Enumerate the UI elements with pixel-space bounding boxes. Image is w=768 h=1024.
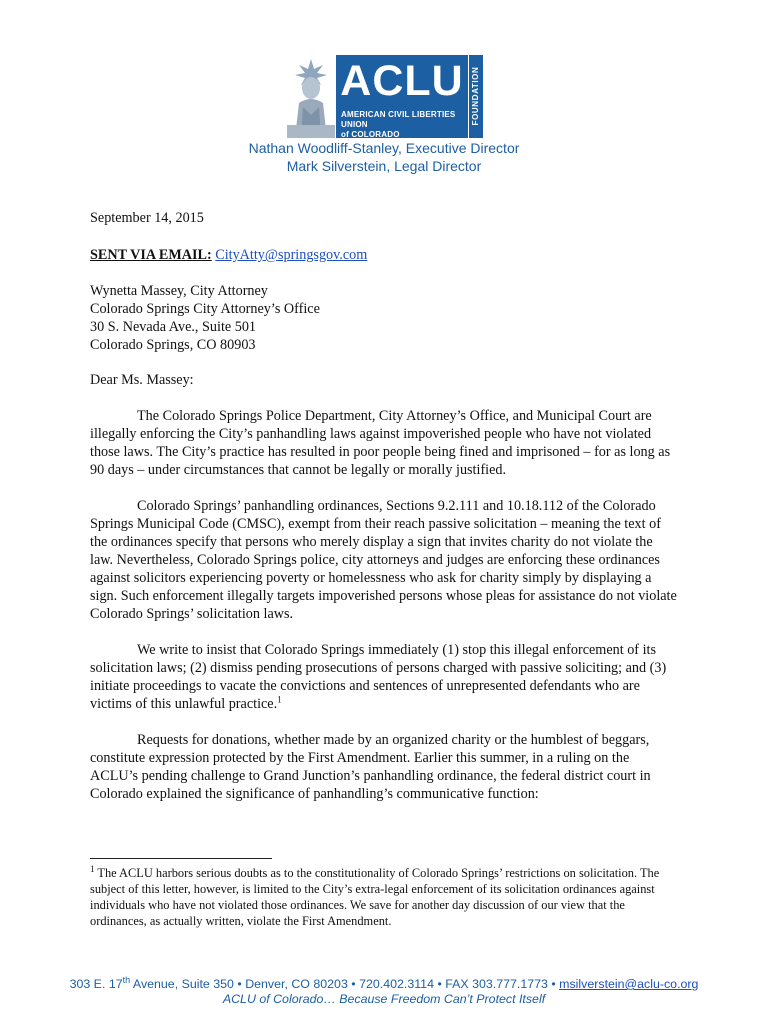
sent-via-label: SENT VIA EMAIL: bbox=[90, 247, 212, 263]
statue-of-liberty-icon bbox=[287, 55, 335, 138]
recipient-street: 30 S. Nevada Ave., Suite 501 bbox=[90, 319, 257, 335]
paragraph-text: The Colorado Springs Police Department, City Attorney’s Office, and Municipal Court are illegally enforcing the City’s panhandling laws against impoverished people who have not violated those laws. The City’s practice has resulted in poor people being fined and imprisoned – for as long as 90 days – under circumstances that cannot be legally or morally justified. bbox=[90, 408, 671, 478]
salutation bbox=[90, 371, 678, 389]
recipient-city: Colorado Springs, CO 80903 bbox=[90, 337, 256, 353]
paragraph-text: Requests for donations, whether made by an organized charity or the humblest of beggars, constitute expression protected by the First Amendment. Earlier this summer, in a ruling on the ACLU’s pending challenge to Grand Junction’s panhandling ordinance, the federal district court in Colorado explained the significance of panhandling’s communicative function: bbox=[90, 732, 651, 802]
recipient-office: Colorado Springs City Attorney’s Office bbox=[90, 301, 320, 317]
paragraph-text: Colorado Springs’ panhandling ordinances, Sections 9.2.111 and 10.18.112 of the Colorado Springs Municipal Code (CMSC), exempt from their reach passive solicitation – meaning the text of the ordinances specify that persons who merely display a sign that invites charity do not violate the law. Nevertheless, Colorado Springs police, city attorneys and judges are enforcing these ordinances against solicitors experiencing poverty or homelessness who ask for charity simply by displaying a sign. Such enforcement illegally targets impoverished persons whose pleas for assistance do not violate Colorado Springs’ solicitation laws. bbox=[90, 498, 677, 622]
footer-contact bbox=[0, 974, 768, 992]
bullet-icon: • bbox=[551, 977, 556, 991]
executive-director-line: Nathan Woodliff-Stanley, Executive Director bbox=[248, 140, 520, 156]
footer-phone: 720.402.3114 bbox=[359, 977, 434, 991]
letter-date bbox=[90, 209, 678, 227]
recipient-address bbox=[90, 282, 678, 354]
bullet-icon: • bbox=[437, 977, 442, 991]
bullet-icon: • bbox=[351, 977, 356, 991]
footer-address-rest: Avenue, Suite 350 bbox=[130, 977, 234, 991]
logo-acronym-box bbox=[336, 55, 468, 138]
footer-fax: FAX 303.777.1773 bbox=[445, 977, 548, 991]
city-attorney-email-link[interactable]: CityAtty@springsgov.com bbox=[215, 247, 368, 263]
salutation-text: Dear Ms. Massey: bbox=[90, 372, 194, 388]
logo-org-line2: of COLORADO bbox=[341, 130, 400, 139]
footer-email-link[interactable]: msilverstein@aclu-co.org bbox=[559, 977, 699, 991]
sent-via-line bbox=[90, 246, 678, 264]
footnote-marker: 1 bbox=[90, 863, 95, 874]
footer-slogan: ACLU of Colorado… Because Freedom Can’t Protect Itself bbox=[222, 992, 546, 1006]
date-text: September 14, 2015 bbox=[90, 210, 204, 226]
body-paragraph-1 bbox=[90, 407, 678, 479]
footer-address-suffix: th bbox=[122, 974, 131, 985]
body-paragraph-2 bbox=[90, 497, 678, 623]
footer-city: Denver, CO 80203 bbox=[245, 977, 348, 991]
paragraph-3-text: We write to insist that Colorado Springs immediately (1) stop this illegal enforcement of its solicitation laws; (2) dismiss pending prosecutions of persons charged with passive soliciting; and (3) initiate proceedings to vacate the convictions and sentences of unrepresented defendants who are victims of this unlawful practice. bbox=[90, 642, 667, 712]
footnote-reference[interactable]: 1 bbox=[277, 694, 282, 705]
footnote-text: The ACLU harbors serious doubts as to the constitutionality of Colorado Springs’ restrictions on solicitation. The subject of this letter, however, is limited to the City’s extra-legal enforcement of its solicitation ordinances against individuals who have not violated those ordinances. We save for another day discussion of our view that the ordinances, as actually written, violate the First Amendment. bbox=[90, 866, 660, 928]
logo-org-name bbox=[341, 110, 465, 140]
footnote-paragraph bbox=[90, 865, 680, 929]
footer-address-start: 303 E. 17 bbox=[69, 977, 123, 991]
recipient-name: Wynetta Massey, City Attorney bbox=[90, 283, 268, 299]
sent-via-paragraph bbox=[90, 246, 678, 264]
legal-director-line: Mark Silverstein, Legal Director bbox=[286, 158, 482, 174]
body-paragraph-4 bbox=[90, 731, 678, 803]
logo-acronym: ACLU bbox=[340, 57, 464, 105]
logo-foundation-band bbox=[469, 55, 483, 138]
logo-org-line1: AMERICAN CIVIL LIBERTIES UNION bbox=[341, 110, 456, 129]
footer-address bbox=[69, 974, 234, 991]
paragraph-text bbox=[90, 641, 678, 713]
footnote-divider bbox=[90, 858, 272, 859]
bullet-icon: • bbox=[237, 977, 242, 991]
footnote bbox=[90, 865, 680, 929]
logo-foundation-text: FOUNDATION bbox=[471, 66, 480, 126]
body-paragraph-3 bbox=[90, 641, 678, 713]
aclu-logo bbox=[287, 55, 483, 138]
